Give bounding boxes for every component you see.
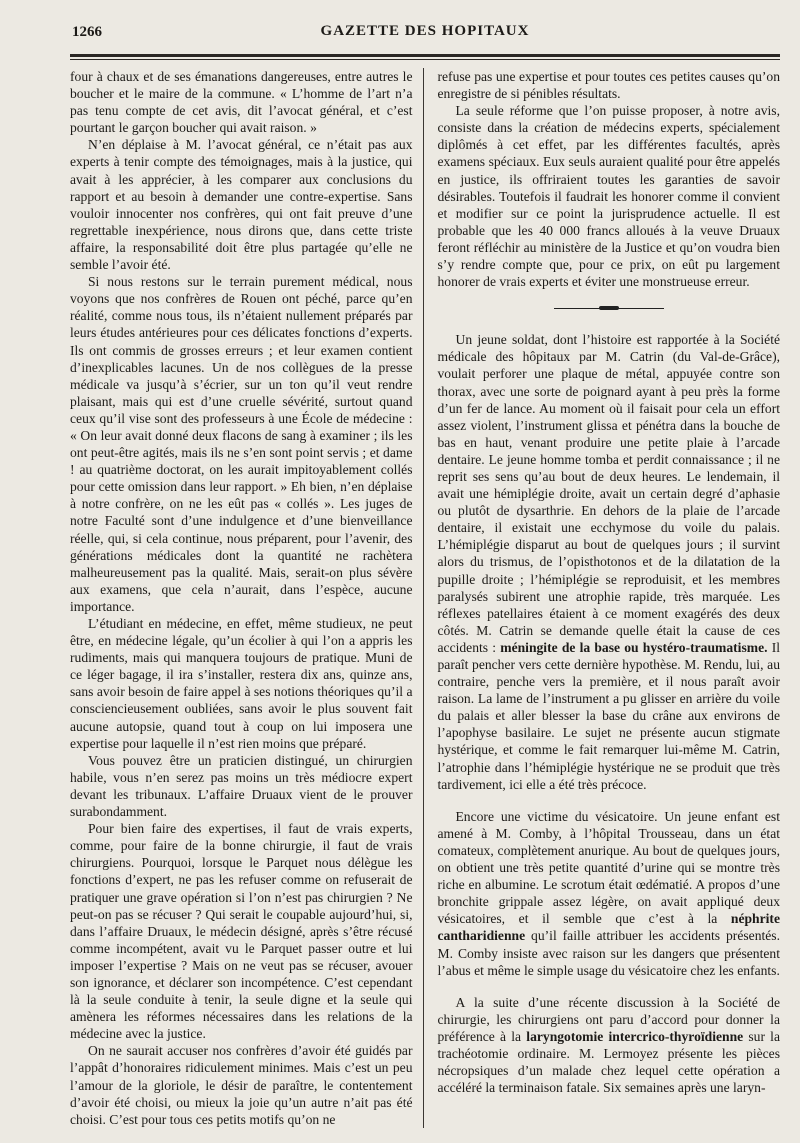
text-run: Il paraît pencher vers cette dernière hypothèse. M. Rendu, lui, au contraire, penche vers la première, et il nous paraît avoir raison. La lame de l’instrument a pu glisser en arrière du voile du palais et aller blesser la base du crâne aux environs de l’apophyse basilaire. Le sujet ne présente aucun stigmate hystérique, et comme le fait remarquer lui-même M. Catrin, l’atrophie dans l’hémiplégie hystérique ne se produit que très tardivement, ici elle a été très précoce. xyxy=(437,639,781,792)
bold-term: méningite de la base ou hystéro-traumatisme. xyxy=(500,639,768,655)
header-rule-thin xyxy=(70,59,780,60)
bold-term: laryngotomie intercrico-thyroïdienne xyxy=(526,1028,744,1044)
paragraph: refuse pas une expertise et pour toutes ces petites causes qu’on enregistre de si pénibles résultats. xyxy=(437,69,780,102)
journal-title: GAZETTE DES HOPITAUX xyxy=(320,23,530,39)
text-run: qu’il faille attribuer les accidents présentés. M. Comby insiste avec raison sur les dangers que présentent l’abus et même le simple usage du vésicatoire chez les enfants. xyxy=(437,928,780,978)
paragraph: L’étudiant en médecine, en effet, même studieux, ne peut être, en médecine légale, qu’un écolier à qui l’on a appris les rudiments, mais qui manquera toujours de pratique. Muni de ce léger bagage, il ira s’installer, restera dix ans, quinze ans, sans avoir besoin de faire appel à ses notions théoriques qu’il a consciencieusement oubliées, sans avoir le plus souvent fait aucune autopsie, quand tout à coup on lui imposera une expertise pour laquelle il n’est rien moins que préparé. xyxy=(70,616,413,751)
paragraph: On ne saurait accuser nos confrères d’avoir été guidés par l’appât d’honoraires ridiculement minimes. Mais c’est un peu l’amour de la gloriole, le désir de paraître, le contentement d’avoir été choisi, ou mieux la joie qu’un autre n’ait pas été choisi. C’est pour tous ces petits motifs qu’on ne xyxy=(70,1043,413,1127)
header-rule-thick xyxy=(70,54,780,57)
paragraph: Pour bien faire des expertises, il faut de vrais experts, comme, pour faire de la bonne chirurgie, il faut de vrais chirurgiens. Pourquoi, lorsque le Parquet nous délègue les fonctions d’expert, ne pas les refuser comme on refuserait de pratiquer une grave opération si l’on n’est pas chirurgien ? Ne peut-on pas se récuser ? Qui serait le coupable aujourd’hui, si, dans l’affaire Druaux, le médecin désigné, après s’être récusé comme incompétent, avait vu le Parquet passer outre et lui imposer l’expertise ? Mais on ne veut pas se récuser, avouer son ignorance, et déclarer son incompétence. C’est cependant là la seule conduite à tenir, la seule digne et la seule qui amènera les réformes nécessaires dans les relations de la médecine avec la justice. xyxy=(70,821,413,1042)
paragraph-vesicatoire xyxy=(438,808,781,979)
bold-term: néphrite cantharidienne xyxy=(437,911,780,944)
text-run: Un jeune soldat, dont l’histoire est rapportée à la Société médicale des hôpitaux par M. Catrin (du Val-de-Grâce), voulait perforer une plaque de métal, appuyée contre son thorax, avec une sorte de poignard ayant à peu près la forme d’un fer de lance. Au moment où il faisait pour cela un effort assez violent, l’instrument glissa et pénétra dans la bouche de bas en haut, venant produire une petite plaie à l’arcade dentaire. Le jeune homme tomba et perdit connaissance ; il ne reprit ses sens qu’au bout de deux heures. Le lendemain, il avait une hémiplégie droite, avait un certain degré d’aphasie ou plutôt de dysarthrie. En dehors de la plaie de l’arcade dentaire, il existait une ecchymose du voile du palais. L’hémiplégie disparut au bout de quelques jours ; il survint alors du trismus, de l’opisthotonos et de la dilatation de la pupille droite ; l’hémiplégie se reproduisit, et les membres paralysés subirent une atrophie rapide, très marquée. Les réflexes patellaires étaient à ce moment exagérés des deux côtés. M. Catrin se demande quelle était la cause de ces accidents : xyxy=(437,332,780,655)
paragraph-laryngotomie xyxy=(438,994,781,1097)
paragraph: four à chaux et de ses émanations dangereuses, entre autres le boucher et le maire de la commune. « L’homme de l’art n’a pas tenu compte de cet avis, dit l’avocat général, et c’est pourtant le garçon boucher qui avait raison. » xyxy=(70,69,413,136)
text-run: Encore une victime du vésicatoire. Un jeune enfant est amené à M. Comby, à l’hôpital Trousseau, dans un état comateux, complètement anurique. Au bout de quelques jours, on obtient une très petite quantité d’urine qui se montre très riche en albumine. Le scrotum était œdématié. A propos d’une bronchite grippale assez légère, on avait appliqué deux vésicatoires, et il semble que c’est à la xyxy=(437,808,780,927)
paragraph-soldier xyxy=(438,331,781,793)
text-run: A la suite d’une récente discussion à la Société de chirurgie, les chirurgiens ont paru d’accord pour donner la préférence à la xyxy=(437,994,780,1044)
page-number: 1266 xyxy=(72,24,102,40)
left-column xyxy=(70,68,424,1128)
paragraph: La seule réforme que l’on puisse proposer, à notre avis, consiste dans la création de médecins experts, spécialement diplômés à cet effet, par les différentes facultés, après examens spéciaux. Eux seuls auraient qualité pour être appelés en justice, ils offriraient toutes les garanties de savoir désirables. Toutefois il faudrait les honorer comme il convient et modifier sur ce point la jurisprudence actuelle. Il est probable que les 40 000 francs alloués à la veuve Druaux feront réfléchir au ministère de la Justice et qu’on voudra bien s’y rendre compte que, pour ce prix, on eût pu largement honorer de vrais experts et éviter une monstrueuse erreur. xyxy=(437,103,780,290)
right-column xyxy=(438,68,781,1128)
columns xyxy=(70,68,780,1128)
page-header xyxy=(70,18,780,44)
text-run: sur la trachéotomie ordinaire. M. Lermoyez présente les pièces nécropsiques d’un malade chez lequel cette opération a accéléré la terminaison fatale. Six semaines après une laryn- xyxy=(437,1028,780,1096)
paragraph: N’en déplaise à M. l’avocat général, ce n’était pas aux experts à tenir compte des témoignages, mais à la justice, qui avait à les apprécier, à les comparer aux conclusions du rapport et au besoin à demander une contre-expertise. Sans vouloir innocenter nos confrères, qui ont fait preuve d’une regrettable inexpérience, nous dirons que, dans cette triste affaire, la responsabilité doit être plus partagée qu’elle ne semble l’avoir été. xyxy=(70,137,413,273)
paragraph-gap xyxy=(438,979,781,994)
paragraph: Vous pouvez être un praticien distingué, un chirurgien habile, vous n’en serez pas moins un très médiocre expert devant les tribunaux. L’affaire Druaux vient de le prouver surabondamment. xyxy=(70,752,413,820)
paragraph: Si nous restons sur le terrain purement médical, nous voyons que nos confrères de Rouen ont péché, parce qu’en réalité, comme nous tous, ils n’étaient nullement préparés par leurs études antérieures pour ces délicates fonctions d’experts. Ils ont commis de grosses erreurs ; et leur examen contient d’inexplicables lacunes. Un de nos collègues de la presse médicale va jusqu’à s’écrier, sur un ton qu’il veut rendre plaisant, mais qui est d’une cruelle sévérité, surtout quand ceux qu’il vise sont des professeurs à une École de médecine : « On leur avait donné deux flacons de sang à examiner ; ils les ont peut-être agités, mais ils ne s’en sont point servis ; et dame ! au quatrième doctorat, on les aurait impitoyablement collés pour cette omission dans leur rapport. » Eh bien, n’en déplaise à notre confrère, on ne les eût pas « collés ». Les juges de notre Faculté sont d’une indulgence et d’une bienveillance réelle, qui, si cela continue, nous préparent, pour l’avenir, des générations médicales dont la quantité ne rachètera malheureusement pas la qualité. Mais, serait-on plus sévère aux examens, que cela n’aurait, dans l’espèce, aucune importance. xyxy=(70,274,413,614)
section-separator xyxy=(554,308,664,309)
paragraph-gap xyxy=(438,793,781,808)
